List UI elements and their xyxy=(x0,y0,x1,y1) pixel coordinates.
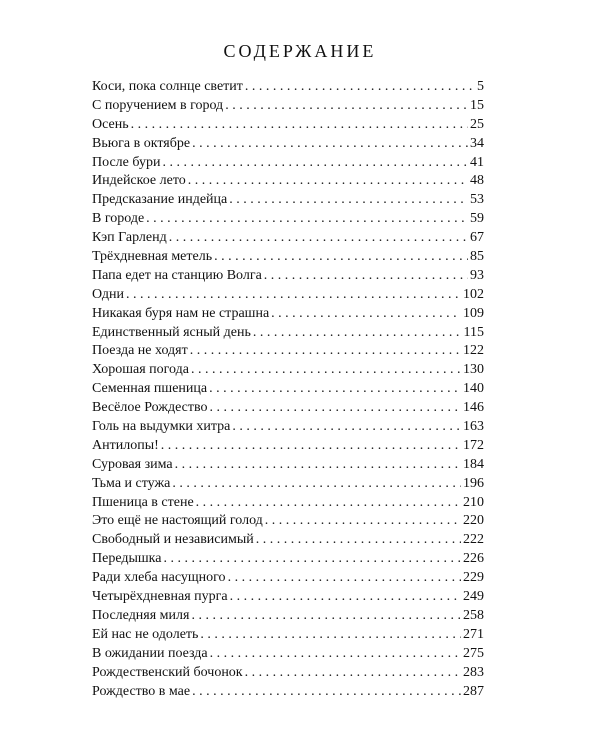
toc-entry xyxy=(92,324,484,343)
toc-entry-title: Семенная пшеница xyxy=(92,381,208,397)
dot-leader xyxy=(225,97,468,116)
toc-entry-title: Тьма и стужа xyxy=(92,475,171,491)
toc-entry-title: Антилопы! xyxy=(92,437,159,453)
toc-entry-title: Весёлое Рождество xyxy=(92,400,208,416)
toc-entry-title: Ей нас не одолеть xyxy=(92,626,199,642)
toc-entry-page-number: 102 xyxy=(463,286,484,302)
toc-entry-title: Поезда не ходят xyxy=(92,343,188,359)
toc-entry-page-number: 67 xyxy=(470,230,484,246)
toc-entry-page-number: 283 xyxy=(463,664,484,680)
toc-entry-title: Единственный ясный день xyxy=(92,324,251,340)
dot-leader xyxy=(146,210,468,229)
toc-entry-page-number: 220 xyxy=(463,513,484,529)
toc-entry-title: Рождественский бочонок xyxy=(92,664,243,680)
toc-entry xyxy=(92,135,484,154)
toc-entry-page-number: 140 xyxy=(463,381,484,397)
toc-entry-page-number: 93 xyxy=(470,267,484,283)
toc-entry-title: Это ещё не настоящий голод xyxy=(92,513,263,529)
toc-entry xyxy=(92,456,484,475)
dot-leader xyxy=(188,172,468,191)
dot-leader xyxy=(214,248,468,267)
toc-entry xyxy=(92,531,484,550)
dot-leader xyxy=(245,78,475,97)
toc-entry xyxy=(92,550,484,569)
dot-leader xyxy=(230,588,461,607)
toc-entry-title: После бури xyxy=(92,154,161,170)
dot-leader xyxy=(161,437,461,456)
toc-entry-page-number: 59 xyxy=(470,211,484,227)
dot-leader xyxy=(162,154,468,173)
toc-entry-title: Папа едет на станцию Волга xyxy=(92,267,262,283)
toc-entry xyxy=(92,645,484,664)
dot-leader xyxy=(192,135,468,154)
toc-entry xyxy=(92,569,484,588)
dot-leader xyxy=(210,399,462,418)
dot-leader xyxy=(229,191,468,210)
toc-entry-page-number: 146 xyxy=(463,400,484,416)
toc-entry xyxy=(92,475,484,494)
dot-leader xyxy=(191,607,461,626)
dot-leader xyxy=(192,683,461,702)
toc-entry-title: Голь на выдумки хитра xyxy=(92,419,231,435)
dot-leader xyxy=(232,418,461,437)
dot-leader xyxy=(271,305,461,324)
toc-entry xyxy=(92,97,484,116)
toc-entry xyxy=(92,248,484,267)
toc-entry xyxy=(92,607,484,626)
toc-entry xyxy=(92,588,484,607)
toc-entry xyxy=(92,116,484,135)
dot-leader xyxy=(175,456,461,475)
toc-entry-page-number: 41 xyxy=(470,154,484,170)
toc-entry-title: Свободный и независимый xyxy=(92,532,254,548)
toc-entry xyxy=(92,210,484,229)
toc-entry-page-number: 196 xyxy=(463,475,484,491)
toc-entry-page-number: 48 xyxy=(470,173,484,189)
toc-entry xyxy=(92,683,484,702)
toc-entry-title: Последняя миля xyxy=(92,607,190,623)
toc-entry-title: Ради хлеба насущного xyxy=(92,570,226,586)
dot-leader xyxy=(190,342,461,361)
toc-entry-title: Хорошая погода xyxy=(92,362,189,378)
toc-entry-title: Одни xyxy=(92,286,125,302)
toc-entry-page-number: 130 xyxy=(463,362,484,378)
toc-entry-title: Никакая буря нам не страшна xyxy=(92,305,270,321)
toc-entry xyxy=(92,626,484,645)
dot-leader xyxy=(163,550,461,569)
toc-entry-page-number: 184 xyxy=(463,456,484,472)
toc-entry xyxy=(92,418,484,437)
dot-leader xyxy=(245,664,461,683)
dot-leader xyxy=(172,475,461,494)
toc-entry-title: Суровая зима xyxy=(92,456,173,472)
toc-entry xyxy=(92,286,484,305)
dot-leader xyxy=(210,645,461,664)
toc-entry-page-number: 229 xyxy=(463,570,484,586)
toc-entry-page-number: 271 xyxy=(463,626,484,642)
toc-entry-page-number: 222 xyxy=(463,532,484,548)
toc-entry xyxy=(92,399,484,418)
table-of-contents xyxy=(92,78,484,701)
toc-entry-title: Вьюга в октябре xyxy=(92,135,191,151)
toc-entry xyxy=(92,664,484,683)
toc-entry-page-number: 287 xyxy=(463,683,484,699)
toc-entry-page-number: 172 xyxy=(463,437,484,453)
toc-entry xyxy=(92,437,484,456)
toc-entry-title: С поручением в город xyxy=(92,97,224,113)
toc-entry xyxy=(92,342,484,361)
toc-entry xyxy=(92,229,484,248)
toc-entry-page-number: 249 xyxy=(463,589,484,605)
toc-entry-title: Трёхдневная метель xyxy=(92,249,213,265)
toc-entry-page-number: 5 xyxy=(477,79,484,94)
toc-entry-page-number: 25 xyxy=(470,116,484,132)
toc-entry xyxy=(92,361,484,380)
toc-entry-page-number: 34 xyxy=(470,135,484,151)
toc-entry-title: Рождество в мае xyxy=(92,683,191,699)
dot-leader xyxy=(126,286,461,305)
dot-leader xyxy=(131,116,468,135)
toc-entry-page-number: 109 xyxy=(463,305,484,321)
toc-entry-page-number: 226 xyxy=(463,551,484,567)
dot-leader xyxy=(228,569,461,588)
toc-entry-title: Передышка xyxy=(92,551,162,567)
toc-entry xyxy=(92,305,484,324)
toc-entry xyxy=(92,512,484,531)
dot-leader xyxy=(200,626,461,645)
toc-entry xyxy=(92,154,484,173)
toc-entry-page-number: 275 xyxy=(463,645,484,661)
toc-entry-title: Четырёхдневная пурга xyxy=(92,589,228,605)
dot-leader xyxy=(264,267,468,286)
dot-leader xyxy=(191,361,461,380)
toc-entry-title: Индейское лето xyxy=(92,173,186,189)
toc-entry-title: В городе xyxy=(92,211,145,227)
toc-entry-page-number: 258 xyxy=(463,607,484,623)
toc-entry-title: Кэп Гарленд xyxy=(92,230,167,246)
toc-entry-page-number: 210 xyxy=(463,494,484,510)
dot-leader xyxy=(256,531,461,550)
toc-entry xyxy=(92,267,484,286)
dot-leader xyxy=(253,324,462,343)
toc-entry xyxy=(92,191,484,210)
toc-entry-title: Пшеница в стене xyxy=(92,494,194,510)
dot-leader xyxy=(265,512,461,531)
toc-entry-title: В ожидании поезда xyxy=(92,645,208,661)
dot-leader xyxy=(209,380,461,399)
dot-leader xyxy=(196,494,461,513)
toc-entry-page-number: 122 xyxy=(463,343,484,359)
toc-entry xyxy=(92,78,484,97)
dot-leader xyxy=(169,229,468,248)
toc-entry-title: Осень xyxy=(92,116,129,132)
toc-entry-title: Коси, пока солнце светит xyxy=(92,79,243,94)
page-title: СОДЕРЖАНИЕ xyxy=(223,41,377,61)
toc-entry-page-number: 163 xyxy=(463,419,484,435)
toc-entry xyxy=(92,172,484,191)
toc-entry xyxy=(92,494,484,513)
toc-entry-page-number: 15 xyxy=(470,97,484,113)
toc-entry xyxy=(92,380,484,399)
toc-entry-page-number: 115 xyxy=(463,324,484,340)
toc-entry-title: Предсказание индейца xyxy=(92,192,228,208)
toc-entry-page-number: 53 xyxy=(470,192,484,208)
toc-entry-page-number: 85 xyxy=(470,249,484,265)
